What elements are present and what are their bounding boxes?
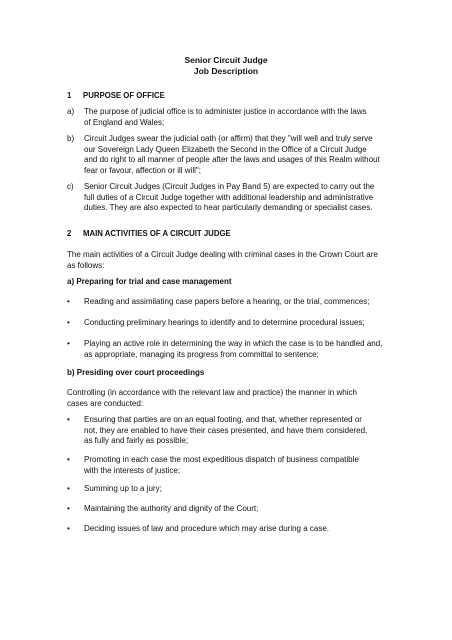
bullet-line: as appropriate, managing its progress from committal to sentence;: [84, 349, 319, 359]
bullet-line: Maintaining the authority and dignity of the Court;: [84, 504, 259, 513]
bullet-line: Conducting preliminary hearings to identify and to determine procedural issues;: [84, 318, 365, 327]
item-b-line: and do right to all manner of people after the laws and usages of this Realm without: [84, 155, 380, 164]
bullet-line: Summing up to a jury;: [84, 484, 162, 493]
item-b-label: b): [67, 134, 75, 143]
section-2-heading: [67, 229, 231, 239]
item-c-line: duties. They are also expected to hear particularly demanding or specialist cases.: [84, 203, 373, 212]
section-2-title: MAIN ACTIVITIES OF A CIRCUIT JUDGE: [83, 229, 231, 238]
bullet-line: with the interests of justice;: [84, 465, 181, 475]
bullet-marker: •: [67, 339, 70, 348]
document-subtitle: Job Description: [193, 66, 259, 76]
item-c-line: full duties of a Circuit Judge together with additional leadership and administrative: [84, 192, 374, 202]
item-b-line: our Sovereign Lady Queen Elizabeth the Second in the Office of a Circuit Judge: [84, 144, 367, 154]
item-a-text: [84, 107, 367, 128]
bullet-line: Promoting in each case the most expeditious dispatch of business compatible: [84, 455, 359, 464]
intro-line: Controlling (in accordance with the relevant law and practice) the manner in which: [67, 388, 357, 397]
item-a-line: The purpose of judicial office is to administer justice in accordance with the laws: [84, 107, 367, 116]
bullet-marker: •: [67, 504, 70, 513]
bullet-marker: •: [67, 318, 70, 327]
intro-line: cases are conducted:: [67, 398, 144, 408]
item-b-line: Circuit Judges swear the judicial oath (or affirm) that they "will well and truly serve: [84, 134, 373, 143]
subsection-b-heading: b) Presiding over court proceedings: [67, 368, 205, 377]
item-c-label: c): [67, 182, 74, 191]
bullet-item: [84, 297, 370, 308]
item-b-text: [84, 134, 380, 176]
bullet-marker: •: [67, 484, 70, 493]
section-1-heading: [67, 91, 165, 101]
bullet-line: Deciding issues of law and procedure which may arise during a case.: [84, 524, 330, 533]
bullet-marker: •: [67, 297, 70, 306]
bullet-item: [84, 415, 367, 447]
item-a-label: a): [67, 107, 75, 116]
bullet-line: Reading and assimilating case papers before a hearing, or the trial, commences;: [84, 297, 370, 306]
item-a-line: of England and Wales;: [84, 117, 165, 127]
bullet-line: Playing an active role in determining the way in which the case is to be handled and,: [84, 339, 383, 348]
item-c-text: [84, 182, 374, 214]
subsection-b-intro: [67, 388, 397, 409]
bullet-item: [84, 504, 258, 515]
document-title: Senior Circuit Judge: [184, 55, 268, 65]
bullet-marker: •: [67, 415, 70, 424]
bullet-line: as fully and fairly as possible;: [84, 436, 189, 445]
intro-line: as follows:: [67, 260, 105, 270]
item-c-line: Senior Circuit Judges (Circuit Judges in Pay Band 5) are expected to carry out the: [84, 182, 375, 191]
section-2-number: 2: [67, 229, 72, 238]
bullet-item: [84, 318, 365, 329]
bullet-item: [84, 339, 382, 360]
bullet-item: [84, 455, 359, 476]
bullet-line: not, they are enabled to have their cases presented, and have them considered,: [84, 425, 368, 435]
section-1-title: PURPOSE OF OFFICE: [83, 91, 165, 100]
bullet-item: [84, 524, 329, 535]
bullet-marker: •: [67, 455, 70, 464]
bullet-item: [84, 484, 162, 495]
section-2-intro: [67, 250, 397, 271]
subsection-a-heading: a) Preparing for trial and case management: [67, 277, 232, 286]
bullet-marker: •: [67, 524, 70, 533]
bullet-line: Ensuring that parties are on an equal footing, and that, whether represented or: [84, 415, 362, 424]
section-1-number: 1: [67, 91, 72, 100]
intro-line: The main activities of a Circuit Judge dealing with criminal cases in the Crown Court are: [67, 250, 378, 259]
item-b-line: fear or favour, affection or ill will";: [84, 165, 201, 175]
